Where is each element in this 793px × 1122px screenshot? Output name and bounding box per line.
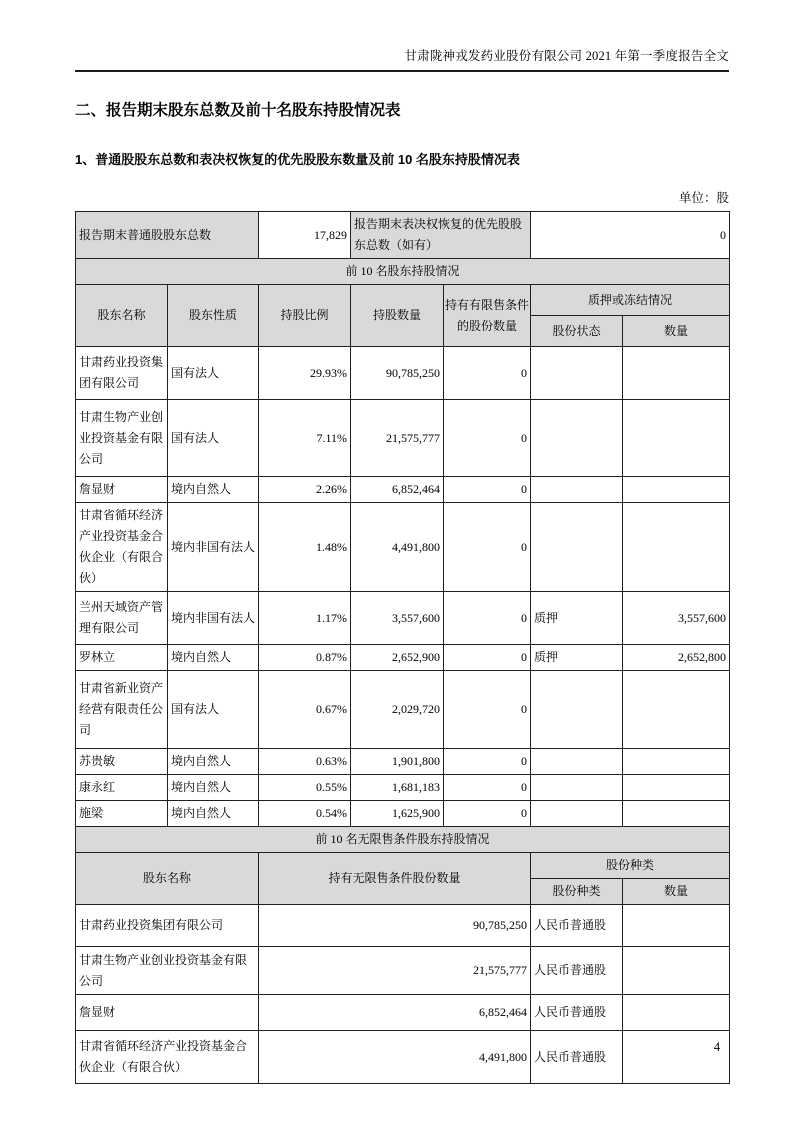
col-header-pledge-group: 质押或冻结情况 [531, 285, 730, 316]
shareholder-nature-cell: 国有法人 [168, 671, 259, 749]
shareholding-ratio-cell: 0.67% [259, 671, 351, 749]
pledge-quantity-cell [623, 503, 730, 592]
shareholder-name-cell: 甘肃生物产业创业投资基金有限公司 [76, 400, 168, 477]
shareholders-table [75, 211, 730, 1084]
restricted-shares-cell: 0 [444, 503, 531, 592]
unrestricted-quantity-cell: 21,575,777 [259, 947, 531, 995]
pledge-status-cell [531, 801, 623, 827]
shareholding-ratio-cell: 7.11% [259, 400, 351, 477]
top10-row [76, 801, 730, 827]
shareholder-name-cell: 甘肃药业投资集团有限公司 [76, 347, 168, 400]
shareholder-nature-cell: 国有法人 [168, 347, 259, 400]
pledge-status-cell: 质押 [531, 592, 623, 645]
pledge-quantity-cell [623, 749, 730, 775]
pledge-status-cell [531, 749, 623, 775]
unit-label: 单位：股 [678, 191, 729, 205]
restricted-shares-cell: 0 [444, 592, 531, 645]
preferred-shareholders-label: 报告期末表决权恢复的优先股股东总数（如有） [351, 212, 531, 259]
shareholder-name-cell: 詹显财 [76, 995, 259, 1031]
unrestricted-band-row [76, 827, 730, 853]
top10-row [76, 400, 730, 477]
unrestricted-row [76, 905, 730, 947]
page-number: 4 [713, 1040, 721, 1054]
shareholder-name-cell: 甘肃省循环经济产业投资基金合伙企业（有限合伙） [76, 503, 168, 592]
top10-band-row [76, 259, 730, 285]
pledge-quantity-cell [623, 477, 730, 503]
shareholding-quantity-cell: 2,652,900 [351, 645, 444, 671]
section-title: 二、报告期末股东总数及前十名股东持股情况表 [75, 102, 401, 119]
shareholder-name-cell: 甘肃省新业资产经营有限责任公司 [76, 671, 168, 749]
summary-row [76, 212, 730, 259]
shareholding-quantity-cell: 1,901,800 [351, 749, 444, 775]
share-type-quantity-cell [623, 995, 730, 1031]
shareholding-quantity-cell: 1,625,900 [351, 801, 444, 827]
shareholder-nature-cell: 境内非国有法人 [168, 503, 259, 592]
top10-row [76, 592, 730, 645]
col-header-share-type-quantity: 数量 [623, 879, 730, 905]
shareholder-nature-cell: 国有法人 [168, 400, 259, 477]
pledge-quantity-cell [623, 400, 730, 477]
shareholder-name-cell: 甘肃药业投资集团有限公司 [76, 905, 259, 947]
top10-row [76, 671, 730, 749]
shareholder-nature-cell: 境内自然人 [168, 775, 259, 801]
top10-row [76, 645, 730, 671]
share-type-quantity-cell [623, 905, 730, 947]
shareholding-quantity-cell: 21,575,777 [351, 400, 444, 477]
col-header-unrestricted-name: 股东名称 [76, 853, 259, 905]
top10-row [76, 775, 730, 801]
shareholding-ratio-cell: 0.87% [259, 645, 351, 671]
shareholder-name-cell: 甘肃生物产业创业投资基金有限公司 [76, 947, 259, 995]
pledge-status-cell [531, 775, 623, 801]
unrestricted-quantity-cell: 90,785,250 [259, 905, 531, 947]
pledge-quantity-cell: 3,557,600 [623, 592, 730, 645]
share-type-quantity-cell [623, 947, 730, 995]
unrestricted-quantity-cell: 6,852,464 [259, 995, 531, 1031]
unrestricted-row [76, 1031, 730, 1084]
shareholder-name-cell: 施梁 [76, 801, 168, 827]
pledge-status-cell [531, 503, 623, 592]
preferred-shareholders-value: 0 [531, 212, 730, 259]
top10-row [76, 503, 730, 592]
restricted-shares-cell: 0 [444, 749, 531, 775]
col-header-shareholding-quantity: 持股数量 [351, 285, 444, 347]
shareholding-ratio-cell: 1.17% [259, 592, 351, 645]
share-type-cell: 人民币普通股 [531, 905, 623, 947]
shareholding-ratio-cell: 29.93% [259, 347, 351, 400]
restricted-shares-cell: 0 [444, 671, 531, 749]
shareholding-quantity-cell: 90,785,250 [351, 347, 444, 400]
pledge-quantity-cell [623, 347, 730, 400]
col-header-restricted-shares: 持有有限售条件的股份数量 [444, 285, 531, 347]
col-header-shareholder-name: 股东名称 [76, 285, 168, 347]
shareholder-name-cell: 甘肃省循环经济产业投资基金合伙企业（有限合伙） [76, 1031, 259, 1084]
shareholder-nature-cell: 境内自然人 [168, 645, 259, 671]
subsection-title: 1、普通股股东总数和表决权恢复的优先股股东数量及前 10 名股东持股情况表 [75, 152, 520, 167]
shareholding-quantity-cell: 3,557,600 [351, 592, 444, 645]
shareholder-nature-cell: 境内自然人 [168, 477, 259, 503]
shareholding-ratio-cell: 0.63% [259, 749, 351, 775]
restricted-shares-cell: 0 [444, 645, 531, 671]
col-header-unrestricted-quantity: 持有无限售条件股份数量 [259, 853, 531, 905]
restricted-shares-cell: 0 [444, 775, 531, 801]
col-header-shareholding-ratio: 持股比例 [259, 285, 351, 347]
restricted-shares-cell: 0 [444, 477, 531, 503]
common-shareholders-label: 报告期末普通股股东总数 [76, 212, 259, 259]
shareholder-name-cell: 兰州天域资产管理有限公司 [76, 592, 168, 645]
pledge-status-cell [531, 477, 623, 503]
shareholder-nature-cell: 境内非国有法人 [168, 592, 259, 645]
unrestricted-header-row [76, 853, 730, 879]
restricted-shares-cell: 0 [444, 801, 531, 827]
share-type-cell: 人民币普通股 [531, 947, 623, 995]
header-divider [75, 70, 729, 72]
pledge-quantity-cell: 2,652,800 [623, 645, 730, 671]
shareholder-nature-cell: 境内自然人 [168, 801, 259, 827]
shareholding-ratio-cell: 1.48% [259, 503, 351, 592]
unrestricted-row [76, 947, 730, 995]
pledge-status-cell [531, 400, 623, 477]
top10-header-row [76, 285, 730, 316]
pledge-quantity-cell [623, 671, 730, 749]
col-header-pledge-status: 股份状态 [531, 316, 623, 347]
restricted-shares-cell: 0 [444, 347, 531, 400]
pledge-status-cell: 质押 [531, 645, 623, 671]
shareholding-ratio-cell: 2.26% [259, 477, 351, 503]
shareholder-name-cell: 詹显财 [76, 477, 168, 503]
shareholding-quantity-cell: 1,681,183 [351, 775, 444, 801]
shareholding-quantity-cell: 2,029,720 [351, 671, 444, 749]
document-header: 甘肃陇神戎发药业股份有限公司 2021 年第一季度报告全文 [404, 49, 729, 63]
share-type-cell: 人民币普通股 [531, 995, 623, 1031]
share-type-quantity-cell [623, 1031, 730, 1084]
col-header-pledge-quantity: 数量 [623, 316, 730, 347]
pledge-quantity-cell [623, 775, 730, 801]
pledge-status-cell [531, 671, 623, 749]
share-type-cell: 人民币普通股 [531, 1031, 623, 1084]
shareholding-quantity-cell: 4,491,800 [351, 503, 444, 592]
pledge-status-cell [531, 347, 623, 400]
shareholder-nature-cell: 境内自然人 [168, 749, 259, 775]
unrestricted-row [76, 995, 730, 1031]
col-header-shareholder-nature: 股东性质 [168, 285, 259, 347]
common-shareholders-value: 17,829 [259, 212, 351, 259]
top10-band-title: 前 10 名股东持股情况 [76, 259, 730, 285]
col-header-share-type: 股份种类 [531, 879, 623, 905]
top10-row [76, 347, 730, 400]
shareholder-name-cell: 罗林立 [76, 645, 168, 671]
col-header-share-type-group: 股份种类 [531, 853, 730, 879]
page-content [75, 46, 729, 1084]
shareholding-ratio-cell: 0.54% [259, 801, 351, 827]
shareholder-name-cell: 苏贵敏 [76, 749, 168, 775]
unrestricted-band-title: 前 10 名无限售条件股东持股情况 [76, 827, 730, 853]
shareholder-name-cell: 康永红 [76, 775, 168, 801]
top10-row [76, 477, 730, 503]
top10-row [76, 749, 730, 775]
shareholding-ratio-cell: 0.55% [259, 775, 351, 801]
unrestricted-quantity-cell: 4,491,800 [259, 1031, 531, 1084]
shareholding-quantity-cell: 6,852,464 [351, 477, 444, 503]
pledge-quantity-cell [623, 801, 730, 827]
restricted-shares-cell: 0 [444, 400, 531, 477]
